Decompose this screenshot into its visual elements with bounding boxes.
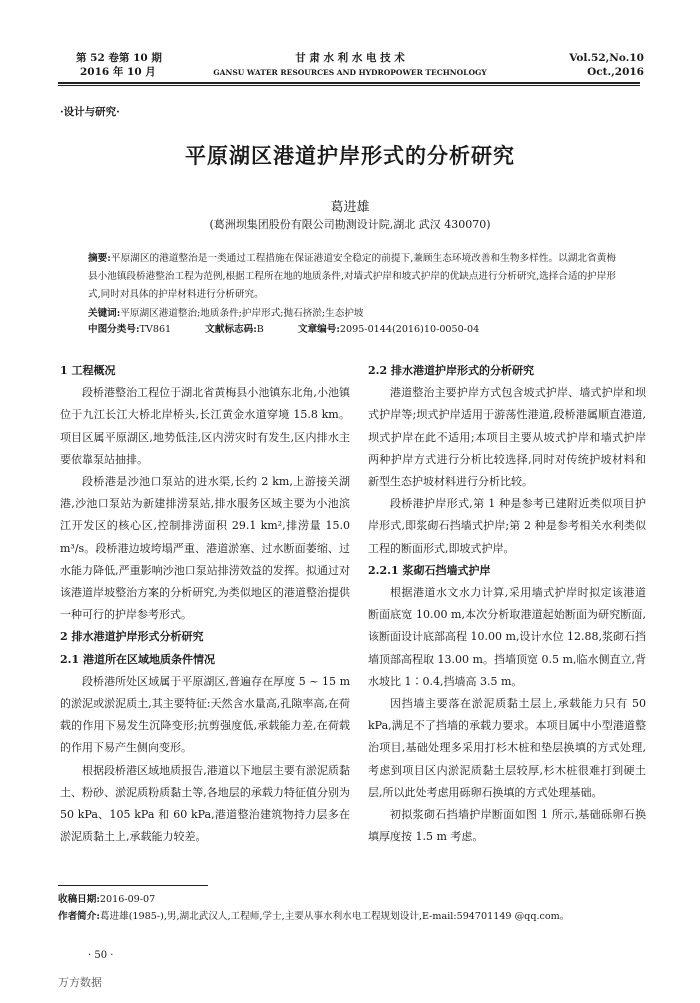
heading-2: 2 排水港道护岸形式分析研究: [60, 630, 204, 644]
paragraph: 因挡墙主要落在淤泥质黏土层上,承载能力只有 50 kPa,满足不了挡墙的承载力要求。本项目属中小型港道整治项目,基础处理多采用打杉木桩和垫层换填的方式处理,考虑到项目区内淤泥质黏土层较厚,杉木桩很难打到硬土层,所以此处考虑用砾卵石换填的方式处理基础。: [368, 697, 646, 799]
footnote-received: [58, 892, 648, 908]
heading-1: 1 工程概况: [60, 364, 116, 377]
journal-date: 2016 年 10 月: [80, 66, 156, 78]
watermark: 万方数据: [58, 976, 102, 989]
clc-label: 中图分类号:: [88, 324, 140, 335]
header-rule: [58, 82, 640, 84]
keywords: [88, 307, 616, 321]
paragraph: 段桥港是沙池口泵站的进水渠,长约 2 km,上游接关湖港,沙池口泵站为新建排涝泵站,排水服务区域主要为小池滨江开发区的核心区,控制排涝面积 29.1 km²,排涝量 15.0 m³/s。段桥港边坡垮塌严重、港道淤塞、过水断面萎缩、过水能力降低,严重影响沙池口泵站排涝效益的发挥。拟通过对该港道岸坡整治方案的分析研究,为类似地区的港道整治提供一种可行的护岸参考形式。: [60, 475, 350, 622]
bio-text: 葛进雄(1985-),男,湖北武汉人,工程师,学士,主要从事水利水电工程规划设计,E-mail:594701149 @qq.com。: [99, 911, 570, 922]
keywords-label: 关键词:: [88, 308, 121, 319]
keywords-text: 平原湖区港道整治;地质条件;护岸形式;抛石挤淤;生态护坡: [120, 308, 364, 319]
doc-code-label: 文献标志码:: [205, 324, 257, 335]
doc-code-value: B: [256, 324, 264, 335]
journal-volume: 第 52 卷第 10 期: [76, 52, 162, 64]
journal-date-en: Oct.,2016: [587, 66, 644, 78]
page-number: · 50 ·: [88, 950, 114, 961]
article-no-label: 文章编号:: [297, 324, 340, 335]
heading-2-1: 2.1 港道所在区域地质条件情况: [60, 652, 215, 666]
paper-title: 平原湖区港道护岸形式的分析研究: [185, 143, 515, 168]
received-date: 2016-09-07: [99, 894, 156, 905]
article-no-value: 2095-0144(2016)10-0050-04: [339, 324, 480, 335]
paragraph: 段桥港护岸形式,第 1 种是参考已建附近类似项目护岸形式,即浆砌石挡墙式护岸;第 2 种是参考相关水利类似工程的断面形式,即坡式护岸。: [368, 497, 646, 555]
paragraph: 段桥港整治工程位于湖北省黄梅县小池镇东北角,小池镇位于九江长江大桥北岸桥头,长江黄金水道穿境 15.8 km。项目区属平原湖区,地势低洼,区内涝灾时有发生,区内排水主要依靠泵站抽排。: [60, 386, 350, 466]
author-affiliation: (葛洲坝集团股份有限公司勘测设计院,湖北 武汉 430070): [209, 218, 491, 231]
footnote-rule: [58, 885, 208, 886]
heading-2-2-1: 2.2.1 浆砌石挡墙式护岸: [368, 563, 491, 577]
right-column: [368, 360, 646, 848]
journal-name-en: GANSU WATER RESOURCES AND HYDROPOWER TECHNOLOGY: [213, 68, 487, 77]
paragraph: 港道整治主要护岸方式包含坡式护岸、墙式护岸和坝式护岸等;坝式护岸适用于游荡性港道,段桥港属顺直港道,坝式护岸在此不适用;本项目主要从坡式护岸和墙式护岸两种护岸方式进行分析比较选择,同时对传统护坡材料和新型生态护坡材料进行分析比较。: [368, 386, 646, 489]
heading-2-2: 2.2 排水港道护岸形式的分析研究: [368, 364, 534, 377]
abstract-label: 摘要:: [88, 253, 111, 264]
journal-vol-en: Vol.52,No.10: [569, 52, 644, 64]
author-name: 葛进雄: [330, 200, 370, 215]
header-rule-thin: [58, 85, 640, 86]
left-column: [60, 360, 350, 848]
bio-label: 作者简介:: [58, 911, 100, 922]
abstract: [88, 250, 616, 304]
section-tag: ·设计与研究·: [60, 106, 120, 118]
paragraph: 根据港道水文水力计算,采用墙式护岸时拟定该港道断面底宽 10.00 m,本次分析取港道起始断面为研究断面,该断面设计底部高程 10.00 m,设计水位 12.88,浆砌石挡墙顶部高程取 13.00 m。挡墙顶宽 0.5 m,临水侧直立,背水坡比 1∶0.4,挡墙高 3.5 m。: [368, 586, 646, 688]
classification-line: [88, 323, 616, 337]
paragraph: 段桥港所处区域属于平原湖区,普遍存在厚度 5 ~ 15 m 的淤泥或淤泥质土,其主要特征:天然含水量高,孔隙率高,在荷载的作用下易发生沉降变形;抗剪强度低,承载能力差,在荷载的作用下易产生侧向变形。: [60, 674, 350, 755]
paragraph: 初拟浆砌石挡墙护岸断面如图 1 所示,基础砾卵石换填厚度按 1.5 m 考虑。: [368, 808, 646, 844]
clc-value: TV861: [139, 324, 172, 335]
paragraph: 根据段桥港区域地质报告,港道以下地层主要有淤泥质黏土、粉砂、淤泥质粉质黏土等,各地层的承载力特征值分别为 50 kPa、105 kPa 和 60 kPa,港道整治建筑物持力层多在淤泥质黏土上,承载能力较差。: [60, 763, 350, 844]
abstract-text: 平原湖区的港道整治是一类通过工程措施在保证港道安全稳定的前提下,兼顾生态环境改善和生物多样性。以湖北省黄梅县小池镇段桥港整治工程为范例,根据工程所在地的地质条件,对墙式护岸和坡式护岸的优缺点进行分析研究,选择合适的护岸形式,同时对具体的护岸材料进行分析研究。: [88, 253, 616, 300]
received-label: 收稿日期:: [58, 894, 100, 905]
footnote-bio: [58, 909, 648, 925]
journal-name-cn: 甘 肃 水 利 水 电 技 术: [295, 52, 405, 64]
